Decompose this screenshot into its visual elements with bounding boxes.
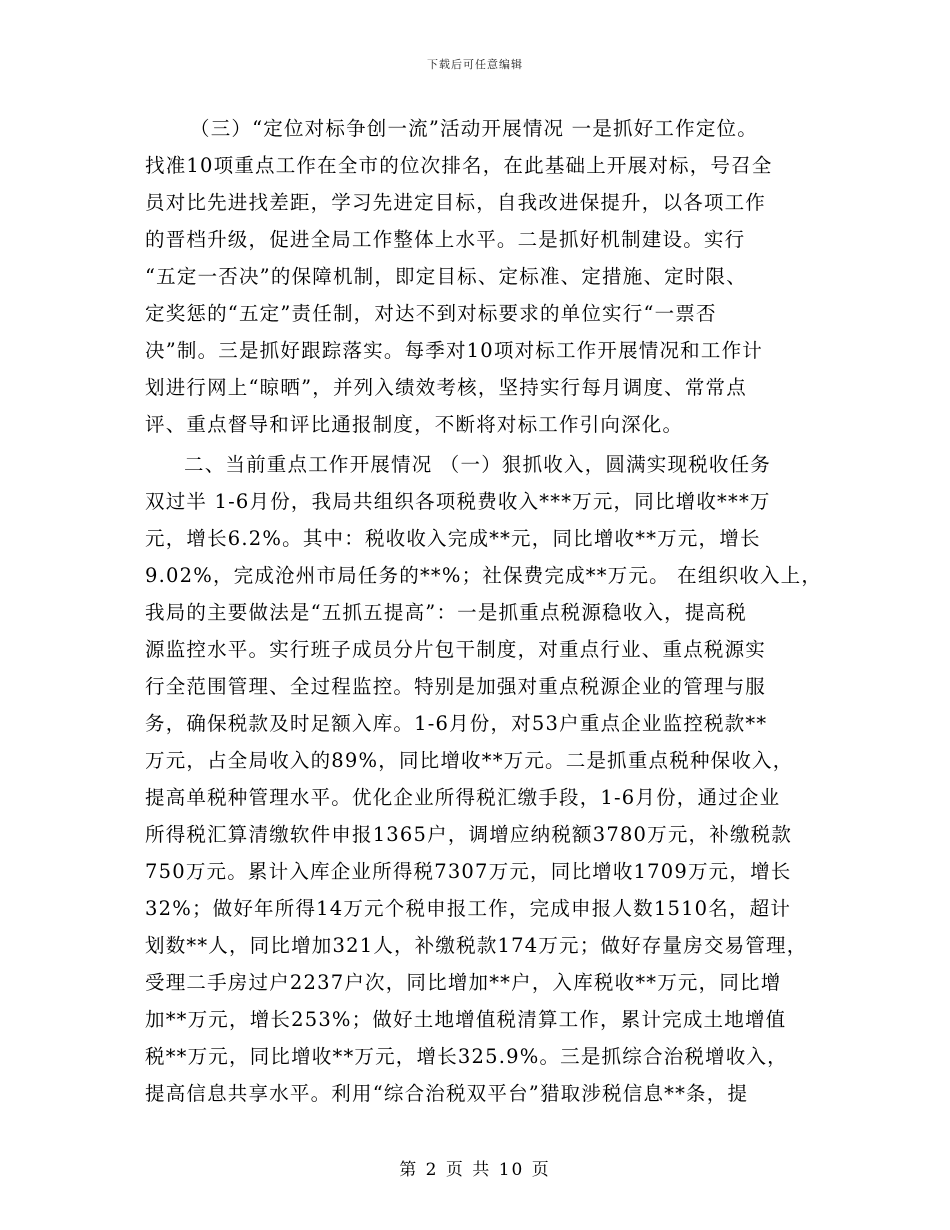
paragraph-line: 元，增长6.2%。其中：税收收入完成**元，同比增收**万元，增长 bbox=[145, 527, 761, 550]
paragraph-line: 双过半 1-6月份，我局共组织各项税费收入***万元，同比增收***万 bbox=[145, 490, 771, 513]
paragraph-line: 行全范围管理、全过程监控。特别是加强对重点税源企业的管理与服 bbox=[145, 675, 767, 698]
paragraph-line: 定奖惩的“五定”责任制，对达不到对标要求的单位实行“一票否 bbox=[145, 302, 717, 325]
paragraph-line: 9.02%，完成沧州市局任务的**%；社保费完成**万元。 在组织收入上， bbox=[145, 564, 823, 587]
paragraph-line: 提高信息共享水平。利用“综合治税双平台”猎取涉税信息**条，提 bbox=[145, 1082, 749, 1105]
paragraph-line: 我局的主要做法是“五抓五提高”：一是抓重点税源稳收入，提高税 bbox=[145, 601, 747, 624]
paragraph-line: 所得税汇算清缴软件申报1365户，调增应纳税额3780万元，补缴税款 bbox=[145, 823, 793, 846]
paragraph-line: 评、重点督导和评比通报制度，不断将对标工作引向深化。 bbox=[145, 413, 684, 436]
paragraph-line: 决”制。三是抓好跟踪落实。每季对10项对标工作开展情况和工作计 bbox=[145, 339, 763, 362]
paragraph-line: 750万元。累计入库企业所得税7307万元，同比增收1709万元，增长 bbox=[145, 860, 792, 883]
paragraph-line: 32%；做好年所得14万元个税申报工作，完成申报人数1510名，超计 bbox=[145, 897, 792, 920]
page-header: 下载后可任意编辑 bbox=[427, 58, 523, 71]
paragraph-line: 员对比先进找差距，学习先进定目标，自我改进保提升，以各项工作 bbox=[145, 191, 767, 214]
paragraph-line: “五定一否决”的保障机制，即定目标、定标准、定措施、定时限、 bbox=[145, 265, 747, 288]
paragraph-line: 万元，占全局收入的89%，同比增收**万元。二是抓重点税种保收入， bbox=[145, 749, 794, 772]
paragraph-line: 找准10项重点工作在全市的位次排名，在此基础上开展对标，号召全 bbox=[145, 154, 773, 177]
paragraph-line: 源监控水平。实行班子成员分片包干制度，对重点行业、重点税源实 bbox=[145, 638, 767, 661]
paragraph-line: 提高单税种管理水平。优化企业所得税汇缴手段，1-6月份，通过企业 bbox=[145, 786, 781, 809]
paragraph-line: 受理二手房过户2237户次，同比增加**户，入库税收**万元，同比增 bbox=[145, 971, 782, 994]
paragraph-line: 划数**人，同比增加321人，补缴税款174万元；做好存量房交易管理， bbox=[145, 934, 808, 957]
paragraph-line: 税**万元，同比增收**万元，增长325.9%。三是抓综合治税增收入， bbox=[145, 1045, 788, 1068]
paragraph-line: 务，确保税款及时足额入库。1-6月份，对53户重点企业监控税款** bbox=[145, 712, 768, 735]
paragraph-line: 的晋档升级，促进全局工作整体上水平。二是抓好机制建设。实行 bbox=[145, 228, 746, 251]
paragraph-line: 加**万元，增长253%；做好土地增值税清算工作，累计完成土地增值 bbox=[145, 1008, 787, 1031]
page-number-footer: 第 2 页 共 10 页 bbox=[399, 1160, 551, 1180]
paragraph-line: （三）“定位对标争创一流”活动开展情况 一是抓好工作定位。 bbox=[190, 117, 758, 140]
paragraph-line: 二、当前重点工作开展情况 （一）狠抓收入，圆满实现税收任务 bbox=[184, 453, 771, 476]
paragraph-line: 划进行网上“晾晒”，并列入绩效考核，坚持实行每月调度、常常点 bbox=[145, 376, 747, 399]
